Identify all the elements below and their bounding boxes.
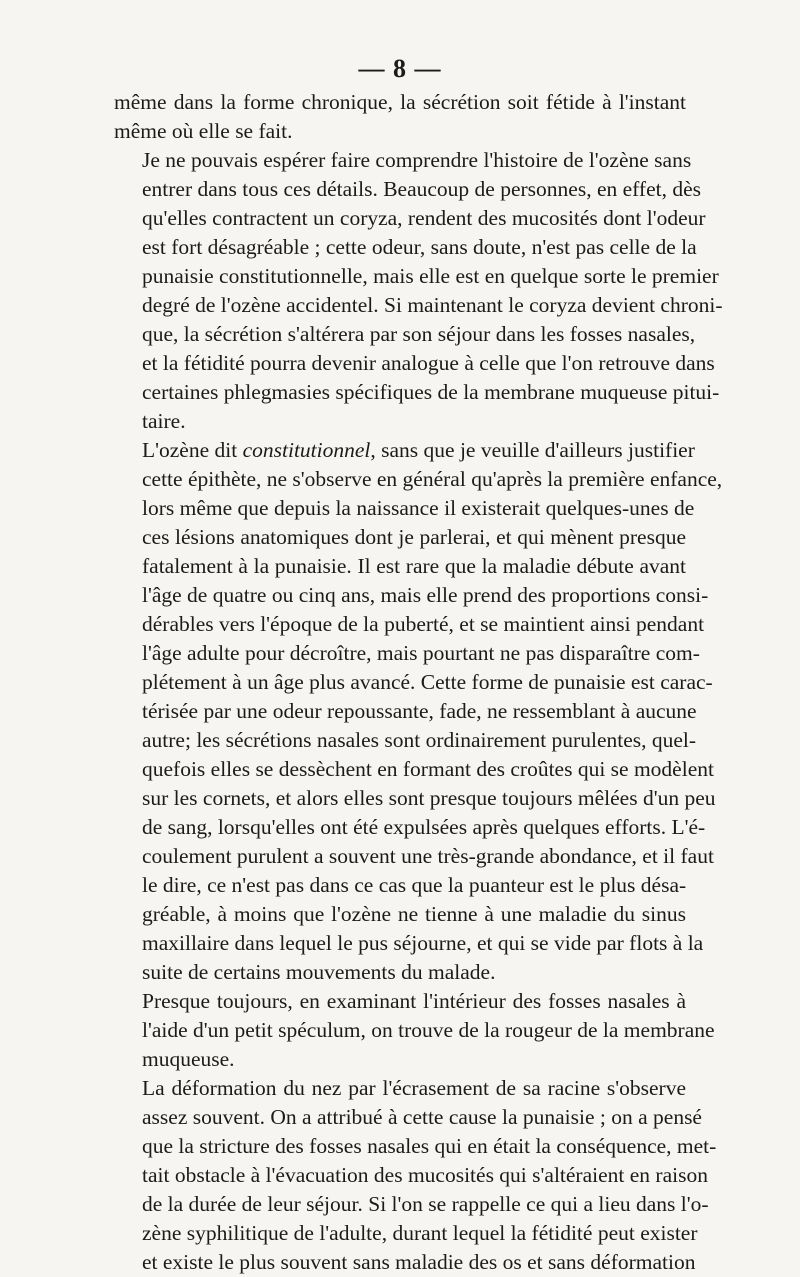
text-line: que la stricture des fosses nasales qui en était la conséquence, met- [142, 1134, 717, 1158]
text-line: certaines phlegmasies spécifiques de la membrane muqueuse pitui- [142, 380, 720, 404]
text-line: La déformation du nez par l'écrasement de sa racine s'observe [142, 1076, 686, 1100]
text-line: de la durée de leur séjour. Si l'on se rappelle ce qui a lieu dans l'o- [142, 1192, 709, 1216]
text-line: cette épithète, ne s'observe en général qu'après la première enfance, [142, 467, 723, 491]
paragraph [114, 1074, 717, 1277]
text-line: zène syphilitique de l'adulte, durant lequel la fétidité peut exister [142, 1221, 698, 1245]
text-line: L'ozène dit constitutionnel, sans que je veuille d'ailleurs justifier [142, 438, 695, 462]
body-text [114, 88, 723, 1277]
text-line: quefois elles se dessèchent en formant des croûtes qui se modèlent [142, 757, 714, 781]
text-line: sur les cornets, et alors elles sont presque toujours mêlées d'un peu [142, 786, 716, 810]
text-line: tait obstacle à l'évacuation des mucosités qui s'altéraient en raison [142, 1163, 708, 1187]
text-line: suite de certains mouvements du malade. [142, 960, 496, 984]
text-line: Je ne pouvais espérer faire comprendre l'histoire de l'ozène sans [142, 148, 692, 172]
text-line: est fort désagréable ; cette odeur, sans doute, n'est pas celle de la [142, 235, 697, 259]
text-line: punaisie constitutionnelle, mais elle est en quelque sorte le premier [142, 264, 719, 288]
text-line: et la fétidité pourra devenir analogue à celle que l'on retrouve dans [142, 351, 715, 375]
text-line: assez souvent. On a attribué à cette cause la punaisie ; on a pensé [142, 1105, 702, 1129]
text-line: maxillaire dans lequel le pus séjourne, et qui se vide par flots à la [142, 931, 704, 955]
paragraph [114, 987, 715, 1074]
page-number: — 8 — [358, 54, 442, 83]
text-line: l'âge de quatre ou cinq ans, mais elle prend des proportions consi- [142, 583, 709, 607]
text-line: le dire, ce n'est pas dans ce cas que la puanteur est le plus désa- [142, 873, 687, 897]
text-line: muqueuse. [142, 1047, 235, 1071]
text-line: lors même que depuis la naissance il existerait quelques-unes de [142, 496, 695, 520]
text-line: l'âge adulte pour décroître, mais pourtant ne pas disparaître com- [142, 641, 700, 665]
text-line: et existe le plus souvent sans maladie des os et sans déformation [142, 1250, 696, 1274]
text-line: dérables vers l'époque de la puberté, et se maintient ainsi pendant [142, 612, 705, 636]
text-line: Presque toujours, en examinant l'intérieur des fosses nasales à [142, 989, 686, 1013]
text-line: taire. [142, 409, 186, 433]
text-line: coulement purulent a souvent une très-grande abondance, et il faut [142, 844, 714, 868]
text-line: térisée par une odeur repoussante, fade, ne ressemblant à aucune [142, 699, 697, 723]
text-line: que, la sécrétion s'altérera par son séjour dans les fosses nasales, [142, 322, 696, 346]
text-line: entrer dans tous ces détails. Beaucoup de personnes, en effet, dès [142, 177, 702, 201]
paragraph [114, 436, 723, 987]
text-line: autre; les sécrétions nasales sont ordinairement purulentes, quel- [142, 728, 697, 752]
text-line: même dans la forme chronique, la sécrétion soit fétide à l'instant [114, 90, 686, 114]
text-line: degré de l'ozène accidentel. Si maintenant le coryza devient chroni- [142, 293, 723, 317]
text-line: gréable, à moins que l'ozène ne tienne à une maladie du sinus [142, 902, 686, 926]
italic-term: constitutionnel [242, 438, 371, 462]
text-line: qu'elles contractent un coryza, rendent des mucosités dont l'odeur [142, 206, 706, 230]
text-line: ces lésions anatomiques dont je parlerai, et qui mènent presque [142, 525, 686, 549]
text-line: fatalement à la punaisie. Il est rare que la maladie débute avant [142, 554, 686, 578]
text-line: de sang, lorsqu'elles ont été expulsées après quelques efforts. L'é- [142, 815, 706, 839]
paragraph [114, 146, 723, 436]
paragraph [114, 88, 686, 146]
text-line: plétement à un âge plus avancé. Cette forme de punaisie est carac- [142, 670, 713, 694]
text-line: l'aide d'un petit spéculum, on trouve de la rougeur de la membrane [142, 1018, 715, 1042]
text-line: même où elle se fait. [114, 119, 293, 143]
